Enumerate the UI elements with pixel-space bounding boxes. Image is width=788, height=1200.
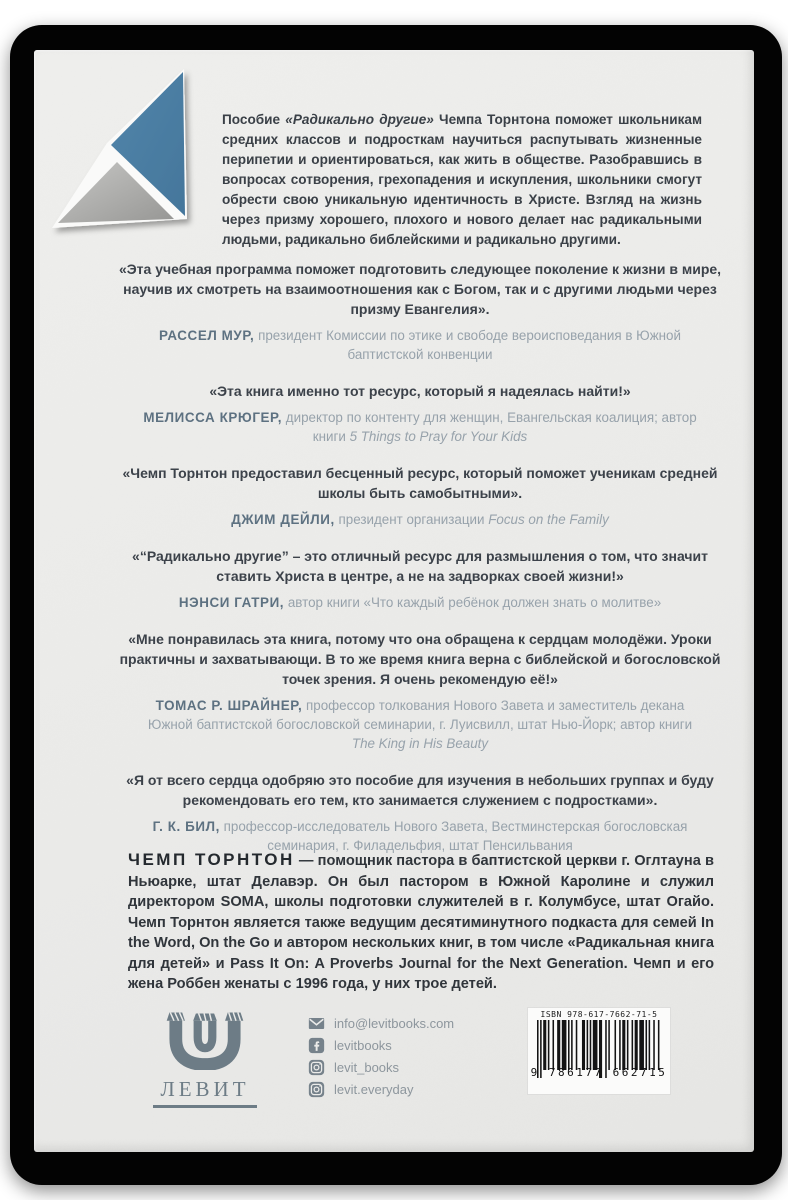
- endorsement: [86, 381, 754, 446]
- instagram-icon: [308, 1081, 325, 1098]
- isbn-number: ISBN 978-617-7662-71-5: [540, 1010, 658, 1019]
- quote-text: «Чемп Торнтон предоставил бесценный ресурс, который поможет ученикам средней школы быть самобытными».: [122, 465, 718, 501]
- contact-row: [308, 1012, 454, 1034]
- quote-attribution: Г. К. БИЛ, профессор-исследователь Нового Завета, Вестминстерская богословская семинария, г. Филадельфия, штат Пенсильвания: [152, 819, 688, 853]
- endorser-name: РАССЕЛ МУР,: [159, 328, 255, 343]
- endorsement-quotes: [86, 259, 754, 872]
- contact-label: info@levitbooks.com: [334, 1015, 455, 1031]
- endorsement: [86, 629, 754, 753]
- endorsement: [86, 259, 754, 364]
- barcode-digits: 9 786177 662715: [530, 1066, 668, 1079]
- endorser-name: Г. К. БИЛ,: [152, 819, 220, 834]
- book-back-cover: [34, 50, 754, 1152]
- author-bio: [128, 850, 714, 995]
- quote-attribution: НЭНСИ ГАТРИ, автор книги «Что каждый ребёнок должен знать о молитве»: [178, 595, 662, 610]
- contact-row: [308, 1078, 454, 1100]
- mail-icon: [308, 1015, 325, 1032]
- quote-text: «Мне понравилась эта книга, потому что она обращена к сердцам молодёжи. Уроки практичны и захватывающи. В то же время книга верна с библейской и богословской точек зрения. Я очень рекомендую её!»: [119, 631, 721, 687]
- publisher-name: ЛЕВИТ: [160, 1077, 250, 1101]
- quote-text: «Эта учебная программа поможет подготовить следующее поколение к жизни в мире, научив их смотреть на взаимоотношения как с Богом, так и с другими людьми через призму Евангелия».: [118, 261, 722, 317]
- endorsement: [86, 546, 754, 612]
- endorser-name: ДЖИМ ДЕЙЛИ,: [231, 512, 335, 527]
- book-description: Пособие «Радикально другие» Чемпа Торнтона поможет школьникам средних классов и подросткам научиться распутывать жизненные перипетии и ориентироваться, как жить в обществе. Разобравшись в вопросах сотворения, грехопадения и искупления, школьники смогут обрести свою уникальную идентичность в Христе. Взгляд на жизнь через призму хорошего, плохого и нового делает нас радикальными людьми, радикально библейскими и радикально другими.: [222, 112, 702, 247]
- contact-row: [308, 1056, 454, 1078]
- endorser-name: ТОМАС Р. ШРАЙНЕР,: [155, 698, 303, 713]
- instagram-icon: [308, 1059, 325, 1076]
- endorser-name: НЭНСИ ГАТРИ,: [178, 595, 285, 610]
- quote-attribution: МЕЛИССА КРЮГЕР, директор по контенту для женщин, Евангельская коалиция; автор книги 5 Things to Pray for Your Kids: [143, 410, 697, 444]
- levit-logo-icon: [159, 1008, 251, 1070]
- quote-text: «Я от всего сердца одобряю это пособие для изучения в небольших группах и буду рекомендовать его тем, кто занимается служением с подростками».: [126, 772, 714, 808]
- quote-attribution: ТОМАС Р. ШРАЙНЕР, профессор толкования Нового Завета и заместитель декана Южной баптистской богословской семинарии, г. Луисвилл, штат Нью-Йорк; автор книги The King in His Beauty: [147, 698, 693, 751]
- author-bio-text: — помощник пастора в баптистской церкви г. Оглтауна в Ньюарке, штат Делавэр. Он был пастором в Южной Каролине и служил директором SOMA, школы подготовки служителей в г. Колумбусе, штат Огайо. Чемп Торнтон является также ведущим десятиминутного подкаста для семей In the Word, On the Go и автором нескольких книг, в том числе «Радикальная книга для детей» и Pass It On: A Proverbs Journal for the Next Generation. Чемп и его жена Роббен женаты с 1996 года, у них трое детей.: [128, 853, 714, 992]
- folded-corner-decoration: [50, 66, 200, 241]
- quote-attribution: ДЖИМ ДЕЙЛИ, президент организации Focus on the Family: [231, 512, 609, 527]
- quote-text: «Эта книга именно тот ресурс, который я надеялась найти!»: [209, 383, 631, 399]
- contact-label: levitbooks: [334, 1037, 392, 1053]
- author-name: ЧЕМП ТОРНТОН: [128, 850, 295, 869]
- endorsement: [86, 463, 754, 529]
- endorsement: [86, 770, 754, 855]
- quote-text: «“Радикально другие” – это отличный ресурс для размышления о том, что значит ставить Христа в центре, а не на задворках своей жизни!»: [132, 548, 708, 584]
- quote-attribution: РАССЕЛ МУР, президент Комиссии по этике и свободе вероисповедания в Южной баптистской конвенции: [159, 328, 681, 362]
- barcode: [528, 1008, 670, 1094]
- contact-label: levit.everyday: [334, 1081, 414, 1097]
- facebook-icon: [308, 1037, 325, 1054]
- contact-label: levit_books: [334, 1059, 400, 1075]
- endorser-name: МЕЛИССА КРЮГЕР,: [143, 410, 283, 425]
- publisher-underline: [153, 1105, 257, 1108]
- publisher-logo: [140, 1008, 270, 1108]
- contact-row: [308, 1034, 454, 1056]
- contact-list: [308, 1012, 454, 1100]
